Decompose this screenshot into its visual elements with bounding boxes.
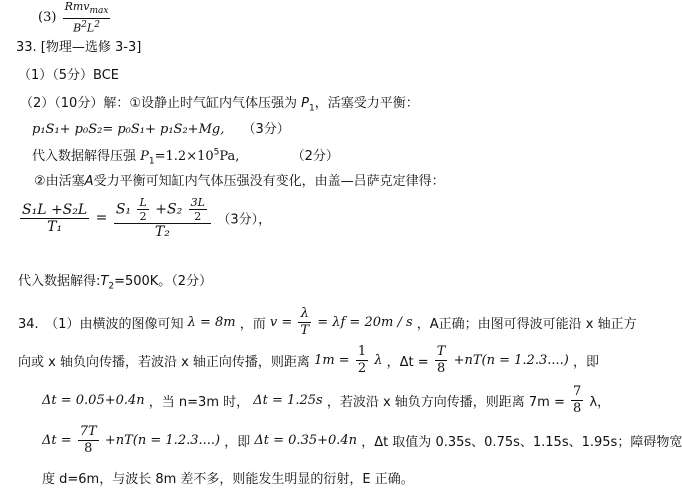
pressure-result: 代入数据解得压强 $P_1=1.2\times 10^5Pa$, （2分） [32,147,339,167]
rmv-fraction: $\frac{Rmv_{max}}{B^2L^2}$ [64,0,109,35]
force-balance-equation: p₁S₁+ p₀S₂= p₀S₁+ p₁S₂+Mg, （3分） [32,122,290,137]
gay-lussac-equation: $\frac{\text{S₁L +S₂L}}{\text{T₁}}$ = S₁ $\frac{L}{2}$ +S₂ $\frac{3L}{2}$ T₂ （3分）， [22,196,272,240]
gay-lussac-intro: ②由活塞A受力平衡可知缸内气体压强没有变化，由盖—吕萨克定律得： [34,174,445,189]
answer-part3-line [38,0,112,35]
q33-part1: （1）（5分）BCE [18,68,120,83]
q34-line3: Δt = 0.05+0.4n ，当 n=3m 时， Δt = 1.25s ，若波沿 x 轴负方向传播，则距离 7m = $\frac{7}{8}$ λ， [42,384,611,416]
q33-part2-intro: （2）（10分）解：①设静止时气缸内气体压强为 $P_1$，活塞受力平衡： [20,96,419,114]
3l-over-2-fraction: $\frac{3L}{2}$ [190,196,205,223]
7t-over-8-fraction: $\frac{7T}{8}$ [79,424,97,456]
q34-line4: Δt = $\frac{7T}{8}$ +nT(n = 1.2.3....) ，即 Δt = 0.35+0.4n ，Δt 取值为 0.35s、0.75s、1.15s、1.95s；障碍物宽 [42,424,682,456]
seven-eighths-fraction: $\frac{7}{8}$ [573,384,582,416]
lhs-fraction: $\frac{\text{S₁L +S₂L}}{\text{T₁}}$ [22,201,88,235]
q34-line2: 向或 x 轴负向传播，若波沿 x 轴正向传播，则距离 1m = $\frac{1}{2}$ λ ，Δt = $\frac{T}{8}$ +nT(n = 1.2.3....) ，即 [18,344,599,376]
q34-line5: 度 d=6m，与波长 8m 差不多，则能发生明显的衍射，E 正确。 [42,472,414,487]
rhs-fraction: S₁ $\frac{L}{2}$ +S₂ $\frac{3L}{2}$ T₂ [114,196,211,240]
q34-line1: 34. （1）由横波的图像可知 λ = 8m ，而 v = $\frac{\lambda}{T}$ = λf = 20m / s ，A正确；由图可得波可能沿 x 轴正方 [18,306,637,338]
lambda-over-t-fraction: $\frac{\lambda}{T}$ [300,306,310,338]
part3-label: (3) [38,9,57,25]
q33-heading: 33. [物理—选修 3-3] [16,40,142,55]
t-over-8-fraction: $\frac{T}{8}$ [436,344,446,376]
one-half-fraction: $\frac{1}{2}$ [357,344,367,376]
l-over-2-fraction: $\frac{L}{2}$ [139,196,147,223]
temperature-result: 代入数据解得$:T_2=500K$。（2分） [18,274,213,292]
